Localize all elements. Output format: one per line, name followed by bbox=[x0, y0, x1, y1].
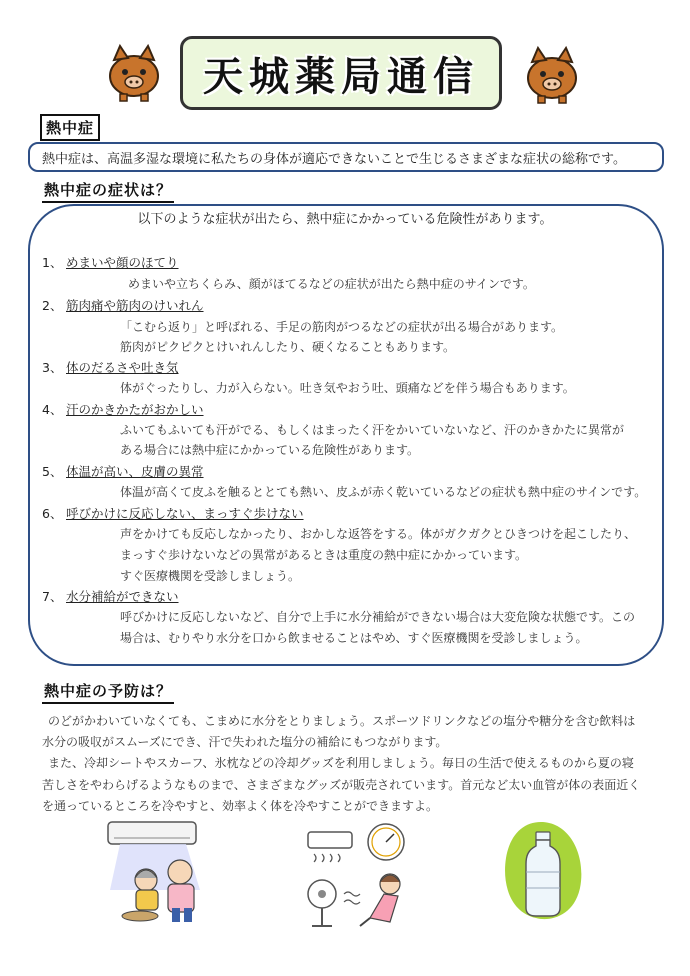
definition-text: 熱中症は、高温多湿な環境に私たちの身体が適応できないことで生じるさまざまな症状の総称です。 bbox=[42, 151, 626, 167]
prevention-text: 水分の吸収がスムーズにでき、汗で失われた塩分の補給にもつながります。 bbox=[42, 735, 448, 749]
cooling-goods-illustration bbox=[300, 820, 418, 932]
boar-mascot-icon bbox=[102, 42, 166, 102]
heading-prevention: 熱中症の予防は？ bbox=[42, 680, 174, 704]
symptom-item-text: 呼びかけに反応しないなど、自分で上手に水分補給ができない場合は大変危険な状態です。この bbox=[120, 610, 636, 624]
prevention-text: のどがかわいていなくても、こまめに水分をとりましょう。スポーツドリンクなどの塩分や糖分を含む飲料は bbox=[36, 714, 636, 728]
symptom-item-title: 1、 めまいや顔のほてり bbox=[42, 255, 179, 270]
symptom-item-text: 「こむら返り」と呼ばれる、手足の筋肉がつるなどの症状が出る場合があります。 bbox=[120, 320, 564, 334]
title-banner bbox=[180, 36, 502, 110]
water-bottle-icon bbox=[500, 818, 586, 924]
heading-symptoms: 熱中症の症状は？ bbox=[42, 179, 174, 203]
symptom-item-text: 声をかけても反応しなかったり、おかしな返答をする。体がガクガクとひきつけを起こしたり、 bbox=[120, 527, 637, 541]
symptom-item-text: まっすぐ歩けないなどの異常があるときは重度の熱中症にかかっています。 bbox=[120, 548, 528, 562]
symptom-item-text: 体がぐったりし、力が入らない。吐き気やおう吐、頭痛などを伴う場合もあります。 bbox=[120, 381, 575, 395]
symptom-item-title: 5、 体温が高い、皮膚の異常 bbox=[42, 464, 204, 479]
prevention-text: を通っているところを冷やすと、効率よく体を冷やすことができますよ。 bbox=[42, 799, 439, 813]
symptom-item-title: 3、 体のだるさや吐き気 bbox=[42, 360, 179, 375]
boar-mascot-icon bbox=[520, 44, 584, 104]
page-title: 天城薬局通信 bbox=[203, 53, 479, 100]
symptom-item-title: 4、 汗のかきかたがおかしい bbox=[42, 402, 204, 417]
symptom-item-title: 7、 水分補給ができない bbox=[42, 589, 179, 604]
symptom-item-title: 6、 呼びかけに反応しない、まっすぐ歩けない bbox=[42, 506, 304, 521]
symptom-item-text: 場合は、むりやり水分を口から飲ませることはやめ、すぐ医療機関を受診しましょう。 bbox=[120, 631, 588, 645]
symptom-item-text: めまいや立ちくらみ、顔がほてるなどの症状が出たら熱中症のサインです。 bbox=[128, 277, 535, 291]
air-conditioner-elderly-illustration bbox=[100, 820, 218, 924]
symptom-item-text: 体温が高くて皮ふを触るととても熱い、皮ふが赤く乾いているなどの症状も熱中症のサインです。 bbox=[120, 485, 647, 499]
heading-heatstroke: 熱中症 bbox=[40, 114, 100, 141]
symptom-item-text: ある場合には熱中症にかかっている危険性があります。 bbox=[120, 443, 420, 457]
symptom-item-title: 2、 筋肉痛や筋肉のけいれん bbox=[42, 298, 204, 313]
prevention-text: また、冷却シートやスカーフ、氷枕などの冷却グッズを利用しましょう。毎日の生活で使えるものから夏の寝 bbox=[36, 756, 634, 770]
prevention-text: 苦しさをやわらげるようなものまで、さまざまなグッズが販売されています。首元など太い血管が体の表面近く bbox=[42, 778, 641, 792]
symptom-item-text: ふいてもふいても汗がでる、もしくはまったく汗をかいていないなど、汗のかきかたに異常が bbox=[120, 423, 625, 437]
definition-box bbox=[28, 142, 664, 172]
symptom-item-text: すぐ医療機関を受診しましょう。 bbox=[120, 569, 301, 583]
symptom-item-text: 筋肉がピクピクとけいれんしたり、硬くなることもあります。 bbox=[120, 340, 456, 354]
symptom-intro: 以下のような症状が出たら、熱中症にかかっている危険性があります。 bbox=[137, 212, 553, 227]
